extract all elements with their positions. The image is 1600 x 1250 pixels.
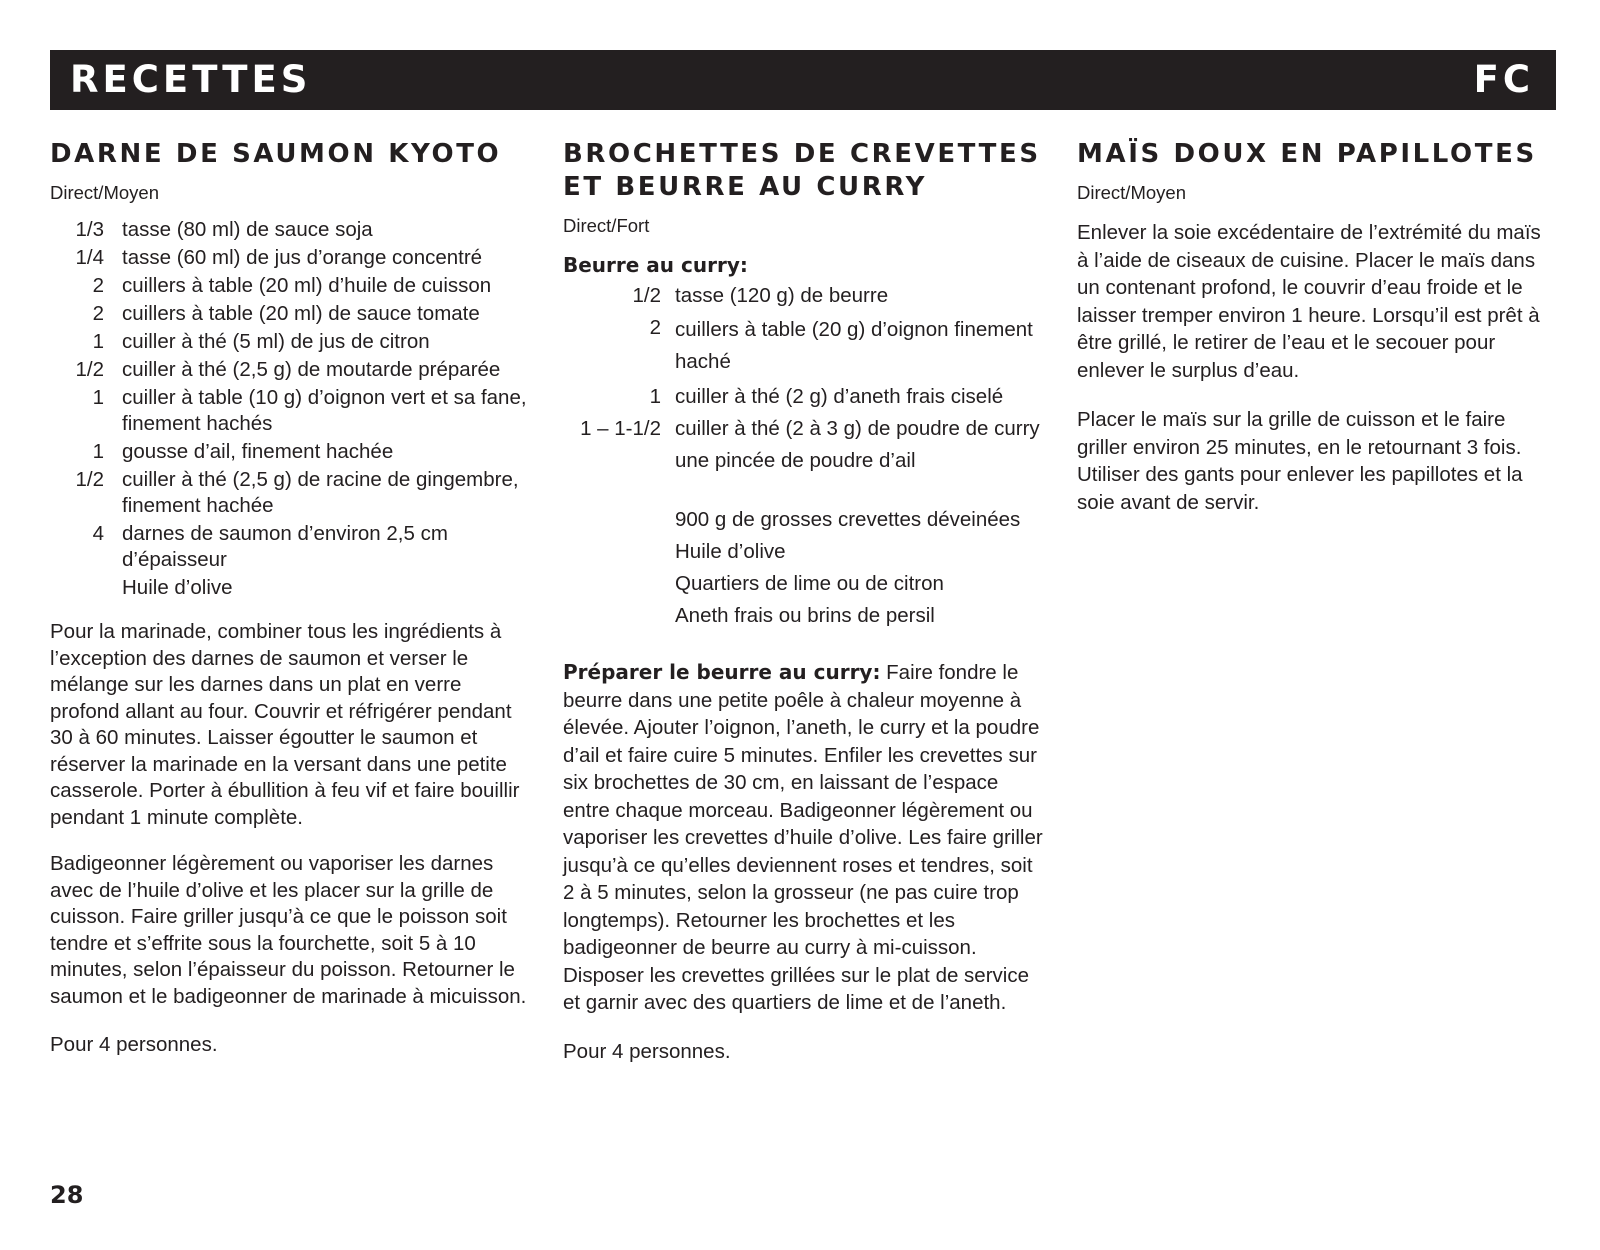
ingredient-text: gousse d’ail, finement hachée — [122, 440, 394, 463]
ingredient-text: cuillers à table (20 ml) de sauce tomate — [122, 302, 480, 325]
recipe-title: DARNE DE SAUMON KYOTO — [50, 139, 502, 169]
ingredient-text: tasse (60 ml) de jus d’orange concentré — [122, 246, 483, 269]
ingredient-text: tasse (80 ml) de sauce soja — [122, 218, 373, 241]
ingredient-list — [563, 282, 1043, 474]
ingredient-quantity: 4 — [92, 522, 104, 545]
ingredient-quantity: 1 — [92, 440, 104, 463]
ingredient-text: 900 g de grosses crevettes déveinées — [675, 508, 1021, 531]
ingredient-quantity — [563, 447, 675, 474]
section-title: RECETTES — [70, 58, 312, 101]
ingredient-item — [563, 314, 1043, 378]
ingredient-text: cuiller à thé (5 ml) de jus de citron — [122, 330, 430, 353]
servings: Pour 4 personnes. — [563, 1039, 731, 1063]
instructions-paragraph: Badigeonner légèrement ou vaporiser les darnes avec de l’huile d’olive et les placer sur la grille de cuisson. Faire griller jusqu’à ce que le poisson soit tendre et s’effrite sous la fourchette, soit 5 à 10 minutes, selon l’épaisseur du poisson. Retourner le saumon et le badigeonner de marinade à micuisson. — [50, 852, 527, 1008]
ingredient-item — [50, 357, 530, 383]
recipe-corn — [1077, 138, 1557, 516]
servings: Pour 4 personnes. — [50, 1033, 218, 1056]
instructions-paragraph: Placer le maïs sur la grille de cuisson et le faire griller environ 25 minutes, en le retournant 3 fois. Utiliser des gants pour enlever les papillotes et la soie avant de servir. — [1077, 408, 1523, 514]
section-header-bar — [50, 50, 1556, 110]
ingredient-item — [50, 439, 530, 465]
ingredient-text: Huile d’olive — [675, 540, 786, 563]
ingredient-text: cuiller à thé (2,5 g) de racine de gingembre, finement hachée — [122, 468, 519, 517]
ingredient-item — [50, 385, 530, 437]
ingredient-text: cuillers à table (20 g) d’oignon finement haché — [675, 318, 1033, 373]
cooking-method: Direct/Fort — [563, 215, 650, 236]
ingredient-quantity: 1/2 — [75, 468, 104, 491]
ingredient-text: darnes de saumon d’environ 2,5 cm d’épaisseur — [122, 522, 448, 571]
ingredient-quantity — [563, 570, 675, 597]
ingredient-quantity — [563, 506, 675, 533]
subheading: Beurre au curry: — [563, 253, 748, 277]
instructions-paragraph: Enlever la soie excédentaire de l’extrémité du maïs à l’aide de ciseaux de cuisine. Placer le maïs dans un contenant profond, le couvrir d’eau froide et le laisser tremper environ 1 heure. Lorsqu’il est prêt à être grillé, le retirer de l’eau et le secouer pour enlever le surplus d’eau. — [1077, 221, 1541, 382]
ingredient-text: cuillers à table (20 ml) d’huile de cuisson — [122, 274, 492, 297]
ingredient-item — [563, 282, 1043, 309]
ingredient-item — [50, 217, 530, 243]
ingredient-item — [50, 301, 530, 327]
recipe-title: BROCHETTES DE CREVETTES ET BEURRE AU CURRY — [563, 139, 1041, 202]
ingredient-text: cuiller à thé (2 à 3 g) de poudre de curry — [675, 417, 1040, 440]
ingredient-quantity: 2 — [92, 274, 104, 297]
ingredient-quantity — [50, 575, 122, 601]
ingredient-text: cuiller à thé (2 g) d’aneth frais ciselé — [675, 385, 1004, 408]
ingredient-quantity: 1/2 — [632, 284, 661, 307]
ingredient-item — [50, 245, 530, 271]
ingredient-quantity: 2 — [649, 316, 661, 339]
ingredient-item — [50, 329, 530, 355]
ingredient-text: cuiller à thé (2,5 g) de moutarde préparée — [122, 358, 501, 381]
ingredient-item — [563, 602, 1043, 629]
ingredient-list — [50, 217, 530, 601]
ingredient-item — [50, 273, 530, 299]
ingredient-item — [50, 521, 530, 573]
ingredient-list — [563, 506, 1043, 629]
ingredient-quantity: 1/4 — [75, 246, 104, 269]
ingredient-text: cuiller à table (10 g) d’oignon vert et sa fane, finement hachés — [122, 386, 527, 435]
ingredient-item — [50, 467, 530, 519]
ingredient-quantity: 1/3 — [75, 218, 104, 241]
ingredient-item — [563, 415, 1043, 442]
ingredient-item — [563, 570, 1043, 597]
ingredient-text: Aneth frais ou brins de persil — [675, 604, 935, 627]
cooking-method: Direct/Moyen — [50, 182, 159, 203]
recipe-shrimp — [563, 138, 1043, 1065]
ingredient-text: Quartiers de lime ou de citron — [675, 572, 944, 595]
ingredient-item — [563, 538, 1043, 565]
ingredient-text: tasse (120 g) de beurre — [675, 284, 889, 307]
ingredient-quantity: 1 — [92, 330, 104, 353]
language-code: FC — [1473, 58, 1534, 101]
cooking-method: Direct/Moyen — [1077, 182, 1186, 203]
instructions-text: Faire fondre le beurre dans une petite poêle à chaleur moyenne à élevée. Ajouter l’oignon, l’aneth, le curry et la poudre d’ail et faire cuire 5 minutes. Enfiler les crevettes sur six brochettes de 30 cm, en laissant de l’espace entre chaque morceau. Badigeonner légèrement ou vaporiser les crevettes d’huile d’olive. Les faire griller jusqu’à ce qu’elles deviennent roses et tendres, soit 2 à 5 minutes, selon la grosseur (ne pas cuire trop longtemps). Retourner les brochettes et les badigeonner de beurre au curry à mi-cuisson. Disposer les crevettes grillées sur le plat de service et garnir avec des quartiers de lime et de l’aneth. — [563, 661, 1043, 1014]
ingredient-text: Huile d’olive — [122, 576, 233, 599]
recipe-title: MAÏS DOUX EN PAPILLOTES — [1077, 139, 1537, 169]
ingredient-item — [50, 575, 530, 601]
ingredient-quantity — [563, 602, 675, 629]
ingredient-quantity: 1 – 1-1/2 — [580, 417, 661, 440]
ingredient-quantity: 2 — [92, 302, 104, 325]
instructions-label: Préparer le beurre au curry: — [563, 660, 881, 684]
ingredient-quantity — [563, 538, 675, 565]
ingredient-quantity: 1 — [649, 385, 661, 408]
ingredient-text: une pincée de poudre d’ail — [675, 449, 916, 472]
ingredient-item — [563, 383, 1043, 410]
ingredient-item — [563, 506, 1043, 533]
instructions-paragraph: Pour la marinade, combiner tous les ingrédients à l’exception des darnes de saumon et verser le mélange sur les darnes dans un plat en verre profond allant au four. Couvrir et réfrigérer pendant 30 à 60 minutes. Laisser égoutter le saumon et réserver la marinade en la versant dans une petite casserole. Porter à ébullition à feu vif et faire bouillir pendant 1 minute complète. — [50, 620, 520, 829]
instructions-paragraph — [563, 659, 1043, 1017]
ingredient-quantity: 1/2 — [75, 358, 104, 381]
page-number: 28 — [50, 1181, 84, 1209]
recipe-salmon — [50, 138, 530, 1059]
ingredient-item — [563, 447, 1043, 474]
ingredient-quantity: 1 — [92, 386, 104, 409]
